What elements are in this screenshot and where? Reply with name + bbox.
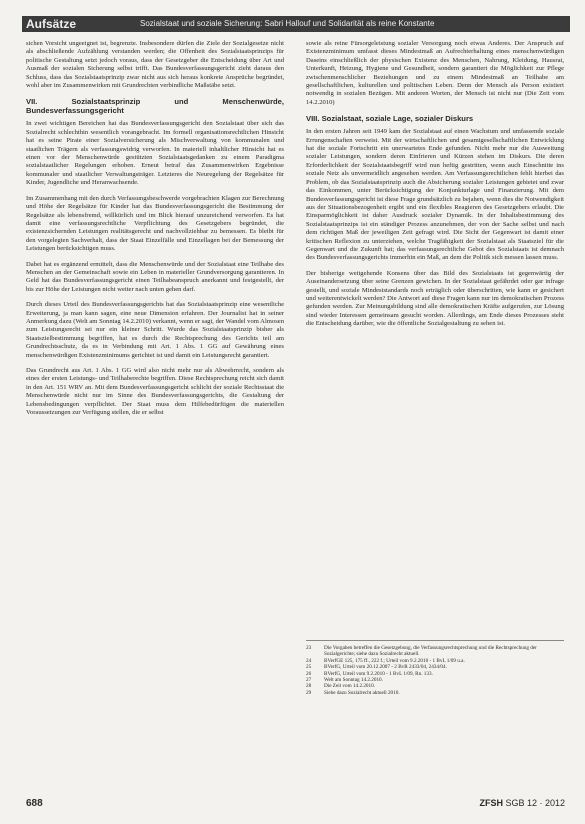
- paragraph: Das Grundrecht aus Art. 1 Abs. 1 GG wird also nicht mehr nur als Abwehrrecht, sondern als eines der ersten Leistungs- und Teilhaberechte begriffen. Diese Rechtsprechung reicht sich damit in den Art. 151 WRV an. Mit dem Bundesverfassungsgericht schlicht der soziale Rechtsstaat die Menschenwürde nicht nur im Sinne des Bundesverfassungsgerichts, die Gestaltung der Lebensbedingungen verpflichtet. Der Staat muss dem Hilfebedürftigen die materiellen Voraussetzungen zur Verfügung stellen, die er selbst: [26, 367, 284, 417]
- paragraph: In den ersten Jahren seit 1949 kam der Sozialstaat auf einen Wachstum und umfassende soziale Errungenschaften verweist. Mit der wirtschaftlichen und gesamtgesellschaftlichen Entwicklung hat die soziale Fortschritt ein unerwartetes Ende gefunden. Nicht mehr nur die Ausweitung sozialer Leistungen, sondern deren Einfrieren und Kürzen stehen im Diskurs. Die deren Erforderlichkeit der Sozialstaatsbegriff wird nun heftig gestritten, wenn auch Einschnitte ins soziale Netz als unvermeidlich angesehen werden. Am Verfassungsrechtlichen fehlt hierbei das Problem, ob das Sozialstaatsprinzip auch die Absicherung sozialer Leistungen gebietet und zwar das Einkommen, unter Berücksichtigung der Konjunkturlage und Finanzierung. Mit dem Bundesverfassungsgericht ist diese Frage grundsätzlich zu bejahen, wenn dies die Notwendigkeit aus der Situationsbezogenheit ergibt und ein flexibles Reagieren des Gesetzgebers erlaubt. Die Einsparmöglichkeit ist daher Ausdruck sozialer Dynamik. In der Inhaltsbestimmung des Sozialstaatsprinzips ist ein ständiger Prozess anzunehmen, der von der Sache selbst und nach dem richtigen Maß der jeweiligen Zeit gefragt wird. Die Sicht der Gegenwart ist damit einer kritischen Reflexion zu unterziehen, welche Tragfähigkeit der Sozialstaat als Staatsziel für die Gegenwart und die Zukunft hat; das verfassungsrechtliche Gebot des Sozialstaats ist demnach des Bundesverfassungsgerichts immerhin ein Maß, an dem die Politik sich messen lassen muss.: [306, 128, 564, 262]
- footnote: 29 Siehe dazu Sozialrecht aktuell 2010.: [306, 689, 400, 696]
- paragraph: sichen Vorsicht ungeeignet ist, begrenzte. Insbesondere dürfen die Ziele der Sozialgesetze nicht als abschließende Aufzählung verstanden werden; die Offenheit des Sozialstaatsprinzips für politische Gestaltung setzt jedoch voraus, dass der Gesetzgeber die Entscheidung über Art und Ausmaß der sozialen Sicherung selbst trifft. Das Bundesverfassungsgericht zieht daraus den Schluss, dass das Sozialstaatsprinzip zwar nicht aus sich heraus konkrete Ansprüche begründet, wohl aber im Zusammenwirken mit Grundrechten verbindliche Maßstäbe setzt.: [26, 40, 284, 90]
- section-label: Aufsätze: [26, 17, 77, 31]
- page-number: 688: [26, 798, 43, 809]
- paragraph: Durch dieses Urteil des Bundesverfassungsgerichts hat das Sozialstaatsprinzip eine wesentliche Erweiterung, ja man kann sagen, eine neue Dimension erfahren. Der Journalist hat in seiner Anmerkung dazu (Welt am Sonntag 14.2.2010) verkannt, wenn er sagt, der Wandel vom Almosen zum Leistungsrecht sei nur ein kleiner Schritt. Wurde das Sozialstaatsprinzip bisher als Staatszielbestimmung begriffen, hat es durch die Rechtsprechung des Gerichts teil am Grundrechtsschutz, da es in Verbindung mit Art. 1 Abs. 1 GG auf Gewährung eines menschenwürdigen Existenzminimums gerichtet ist und damit ein Leistungsrecht garantiert.: [26, 301, 284, 359]
- footnote: 25 BVerfG, Urteil vom 20.12.2007 - 2 BvR 2433/04, 2434/04.: [306, 664, 447, 671]
- footnote: 23 Die Vorgaben betreffen die Gesetzgebung, die Verfassungsrechtsprechung und die Rechtsprechung der Sozialgerichte; siehe dazu Sozialrecht aktuell.: [306, 645, 537, 658]
- paragraph: Dabei hat es ergänzend ermittelt, dass die Menschenwürde und der Sozialstaat eine Teilhabe des Menschen an der Gemeinschaft sowie ein Leben in materieller Grundversorgung garantieren. In Geld hat das Bundesverfassungsgericht einen Teilhabeanspruch anerkannt und festgestellt, der bis zur Höhe der Leistungen nicht weiter nach unten gehen darf.: [26, 260, 284, 293]
- right-column: [306, 40, 564, 336]
- paragraph: sowie als reine Fürsorgeleistung sozialer Versorgung noch etwas Anderes. Der Anspruch auf Existenzminimum umfasst dieses Mindestmaß an Aufrechterhaltung eines menschenwürdigen Daseins einschließlich der physischen Existenz des Menschen, Nahrung, Kleidung, Hausrat, Unterkunft, Heizung, Hygiene und Gesundheit, sondern garantiert die Möglichkeit zur Pflege zwischenmenschlicher Beziehungen und zu einem Mindestmaß an Teilhabe am gesellschaftlichen, kulturellen und politischen Leben. Denn der Mensch als Person existiert notwendig in sozialen Bezügen. Mit anderen Worten, der Mensch ist nicht nur (Die Zeit vom 14.2.2010): [306, 40, 564, 106]
- journal-name: ZFSH: [479, 798, 503, 808]
- footnotes: [306, 640, 564, 696]
- paragraph: Im Zusammenhang mit den durch Verfassungsbeschwerde vorgebrachten Klagen zur Berechnung und Höhe der Regelsätze für Kinder hat das Bundesverfassungsgericht die Bestimmung der Regelsätze als lebensfremd, willkürlich und im Blick hierauf unzureichend verworfen. Es hat damit eine verfassungsrechtliche Verpflichtung des Gesetzgebers begründet, die existenzsichernden Leistungen realitätsgerecht und nachvollziehbar zu bemessen. Es bleibt für den vorgelegten Sachverhalt, dass der Staat Einzelfälle und Einzellagen bei der Bemessung der Leistungen berücksichtigen muss.: [26, 194, 284, 253]
- left-column: [26, 40, 284, 424]
- footnote: 24 BVerfGE 125, 175 ff., 222 f.; Urteil vom 9.2.2010 - 1 BvL 1/09 u.a.: [306, 657, 465, 664]
- section-heading: VII. Sozialstaatsprinzip und Menschenwürde, Bundesverfassungsgericht: [26, 97, 284, 116]
- section-heading: VIII. Sozialstaat, soziale Lage, sozialer Diskurs: [306, 114, 474, 124]
- footnote: 26 BVerfG, Urteil vom 9.2.2010 - 1 BvL 1/09, Rn. 133.: [306, 670, 433, 677]
- paragraph: In zwei wichtigen Bereichen hat das Bundesverfassungsgericht den Sozialstaat über sich das Sozialrecht schlechthin wesentlich vorangebracht. Im formell organisationsrechtlichen Hinsicht hat es seine Pirate einer Sozialversicherung als Mischverwaltung von kommunalen und staatlichen Trägern als verfassungswidrig verworfen. In materiell inhaltlicher Hinsicht hat es einen vor der Menschenwürde gestützten Sozialstaatsgedanken zu einem Paradigma sozialstaatlicher Regelungen erhoben. Erneut betraf das Zusammenwirken Ergebnisse kommunaler und staatlicher Verwaltungsträger. Letzteres die Neuregelung der Regelsätze für Kinder, Jugendliche und Heranwachsende.: [26, 120, 284, 187]
- journal-issue-number: SGB 12 · 2012: [502, 798, 565, 808]
- paragraph: Der bisherige weitgehende Konsens über das Bild des Sozialstaats ist gegenwärtig der Auseinandersetzung über seine Grenzen gewichen. In der Sozialstaat gefährdet oder gar infrage gestellt, und soziale Mindeststandards noch erträglich oder überschritten, wie kann er gesichert und weiterentwickelt werden? Die Antwort auf diese Fragen kann nur im demokratischen Prozess gefunden werden. Zur Meinungsbildung sind alle demokratischen Kräfte aufgerufen, zur Lösung sind wieder Interessen gemeinsam gesucht worden. Allerdings, am Ende dieses Prozesses steht die Entscheidung darüber, wie die öffentliche Sozialgestaltung zu sehen ist.: [306, 269, 564, 328]
- journal-issue: [479, 798, 565, 808]
- footnote: 27 Welt am Sonntag 14.2.2010.: [306, 677, 383, 684]
- page-header: [22, 16, 570, 32]
- running-title: Sozialstaat und soziale Sicherung: Sabri Hallouf und Solidarität als reine Konstante: [140, 19, 435, 28]
- footnote: 28 Die Zeit vom 14.2.2010.: [306, 683, 376, 690]
